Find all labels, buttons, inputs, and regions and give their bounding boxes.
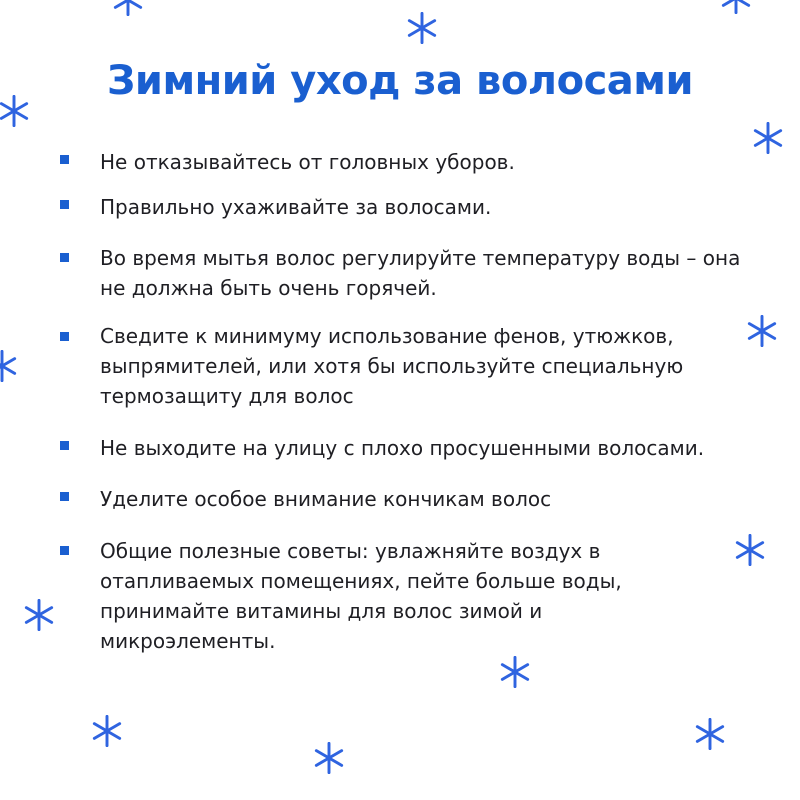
list-item: Не отказывайтесь от головных уборов. [100, 150, 515, 174]
snowflake-icon [499, 656, 531, 688]
list-item: Правильно ухаживайте за волосами. [100, 195, 492, 219]
list-bullet [60, 492, 69, 501]
snowflake-icon [91, 715, 123, 747]
list-bullet [60, 332, 69, 341]
list-item: Уделите особое внимание кончикам волос [100, 487, 552, 511]
list-bullet [60, 253, 69, 262]
snowflake-icon [752, 122, 784, 154]
snowflake-icon [406, 12, 438, 44]
list-item: Общие полезные советы: увлажняйте воздух в отапливаемых помещениях, пейте больше воды, принимайте витамины для волос зимой и микроэлементы. [100, 539, 622, 653]
page-title: Зимний уход за волосами [107, 58, 693, 104]
list-bullet [60, 200, 69, 209]
list-bullet [60, 546, 69, 555]
snowflake-icon [734, 534, 766, 566]
snowflake-icon [746, 315, 778, 347]
snowflake-icon [0, 350, 18, 382]
snowflake-icon [313, 742, 345, 774]
snowflake-icon [720, 0, 752, 14]
snowflake-icon [23, 599, 55, 631]
list-item: Сведите к минимуму использование фенов, утюжков, выпрямителей, или хотя бы используйте специальную термозащиту для волос [100, 324, 684, 408]
list-item: Не выходите на улицу с плохо просушенными волосами. [100, 436, 705, 460]
snowflake-icon [112, 0, 144, 16]
list-item: Во время мытья волос регулируйте температуру воды – она не должна быть очень горячей. [100, 246, 741, 300]
snowflake-icon [0, 95, 30, 127]
list-bullet [60, 441, 69, 450]
list-bullet [60, 155, 69, 164]
snowflake-icon [694, 718, 726, 750]
